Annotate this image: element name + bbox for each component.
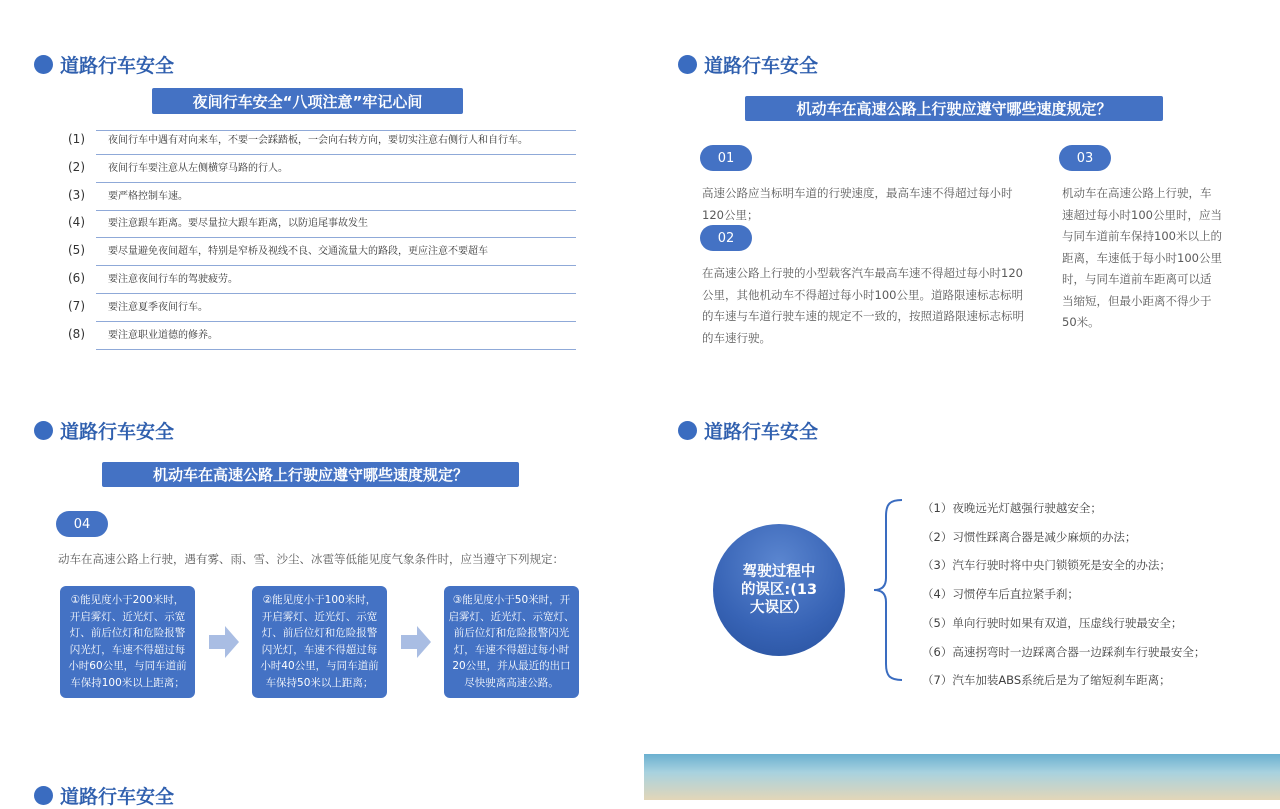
rule-row	[58, 239, 576, 266]
sky-photo	[644, 754, 1280, 800]
bullet-dot-icon	[34, 421, 53, 440]
section-header	[34, 417, 174, 444]
visibility-box-50m: ③能见度小于50米时，开 启雾灯、近光灯、示宽灯、 前后位灯和危险报警闪光 灯，车速不得超过每小时 20公里，并从最近的出口 尽快驶离高速公路。	[444, 586, 579, 698]
rule-number: (6)	[68, 271, 85, 285]
rule-row	[58, 267, 576, 294]
item-01-text: 高速公路应当标明车道的行驶速度，最高车速不得超过每小时 120公里；	[702, 186, 1013, 222]
rule-number: (1)	[68, 132, 85, 146]
section-header	[678, 417, 818, 444]
misconception-item: （2）习惯性踩离合器是减少麻烦的办法；	[922, 529, 1137, 544]
item-03-badge: 03	[1059, 145, 1111, 171]
rule-text: 夜间行车要注意从左侧横穿马路的行人。	[108, 162, 288, 174]
rule-divider	[96, 349, 576, 350]
bullet-dot-icon	[34, 786, 53, 805]
rule-row	[58, 184, 576, 211]
section-title: 道路行车安全	[60, 786, 175, 808]
panel1-banner: 夜间行车安全“八项注意”牢记心间	[152, 88, 463, 114]
rule-text: 要严格控制车速。	[108, 190, 188, 202]
rule-row	[58, 156, 576, 183]
item-02-text: 在高速公路上行驶的小型载客汽车最高车速不得超过每小时120 公里，其他机动车不得超过每小时100公里。道路限速标志标明 的车速与车道行驶车速的规定不一致的，按照道路限速标志标明 的车速行驶。	[702, 266, 1024, 345]
right-arrow-icon	[401, 626, 431, 658]
panel3-intro: 动车在高速公路上行驶，遇有雾、雨、雪、沙尘、冰雹等低能见度气象条件时，应当遵守下列规定：	[58, 552, 564, 566]
panel3-banner: 机动车在高速公路上行驶应遵守哪些速度规定？	[102, 462, 519, 487]
rule-number: (7)	[68, 298, 85, 313]
misconceptions-circle: 驾驶过程中 的误区:(13 大误区）	[713, 524, 845, 656]
bullet-dot-icon	[34, 55, 53, 74]
rule-text: 要注意跟车距离。要尽量拉大跟车距离，以防追尾事故发生	[108, 218, 368, 230]
item-03-text: 机动车在高速公路上行驶，车 速超过每小时100公里时，应当 与同车道前车保持100米以上的 距离，车速低于每小时100公里 时，与同车道前车距离可以适 当缩短，但最小距离不得少于 50米。	[1062, 186, 1222, 329]
section-title: 道路行车安全	[60, 421, 175, 443]
rule-divider	[96, 130, 576, 131]
rule-number: (5)	[68, 243, 85, 258]
misconception-item: （7）汽车加装ABS系统后是为了缩短刹车距离；	[922, 673, 1171, 688]
rule-text: 要注意职业道德的修养。	[108, 329, 218, 341]
bullet-dot-icon	[678, 421, 697, 440]
section-header	[678, 51, 818, 78]
item-02-badge: 02	[700, 225, 752, 251]
misconception-item: （6）高速拐弯时一边踩离合器一边踩刹车行驶最安全；	[922, 644, 1206, 659]
misconception-item: （5）单向行驶时如果有双道，压虚线行驶最安全；	[922, 615, 1183, 630]
rule-text: 要尽量避免夜间超车，特别是窄桥及视线不良、交通流量大的路段，更应注意不要超车	[108, 246, 488, 258]
rule-text: 夜间行车中遇有对向来车，不要一会踩踏板，一会向右转方向，要切实注意右侧行人和自行车。	[108, 135, 528, 146]
item-01-badge: 01	[700, 145, 752, 171]
rule-row	[58, 323, 576, 350]
rule-row	[58, 128, 576, 155]
right-arrow-icon	[209, 626, 239, 658]
rule-number: (4)	[68, 215, 85, 230]
misconception-item: （4）习惯停车后直拉紧手刹；	[922, 587, 1079, 602]
section-header	[34, 51, 174, 78]
rule-text: 要注意夜间行车的驾驶疲劳。	[108, 274, 238, 285]
rule-row	[58, 295, 576, 322]
visibility-box-200m: ①能见度小于200米时， 开启雾灯、近光灯、示宽 灯、前后位灯和危险报警 闪光灯，车速不得超过每 小时60公里，与同车道前 车保持100米以上距离；	[60, 586, 195, 698]
section-header	[34, 782, 174, 809]
section-title: 道路行车安全	[704, 55, 819, 77]
section-title: 道路行车安全	[60, 55, 175, 77]
rule-row	[58, 211, 576, 238]
item-04-badge: 04	[56, 511, 108, 537]
misconception-item: （1）夜晚远光灯越强行驶越安全；	[922, 501, 1102, 515]
panel2-banner: 机动车在高速公路上行驶应遵守哪些速度规定？	[745, 96, 1163, 121]
rule-number: (8)	[68, 326, 85, 341]
rule-number: (3)	[68, 187, 85, 202]
section-title: 道路行车安全	[704, 421, 819, 443]
visibility-box-100m: ②能见度小于100米时， 开启雾灯、近光灯、示宽 灯、前后位灯和危险报警 闪光灯，车速不得超过每 小时40公里，与同车道前 车保持50米以上距离；	[252, 586, 387, 698]
bullet-dot-icon	[678, 55, 697, 74]
left-brace-icon	[870, 498, 904, 682]
misconception-item: （3）汽车行驶时将中央门锁锁死是安全的办法；	[922, 558, 1171, 573]
rule-number: (2)	[68, 159, 85, 174]
rule-text: 要注意夏季夜间行车。	[108, 301, 208, 313]
